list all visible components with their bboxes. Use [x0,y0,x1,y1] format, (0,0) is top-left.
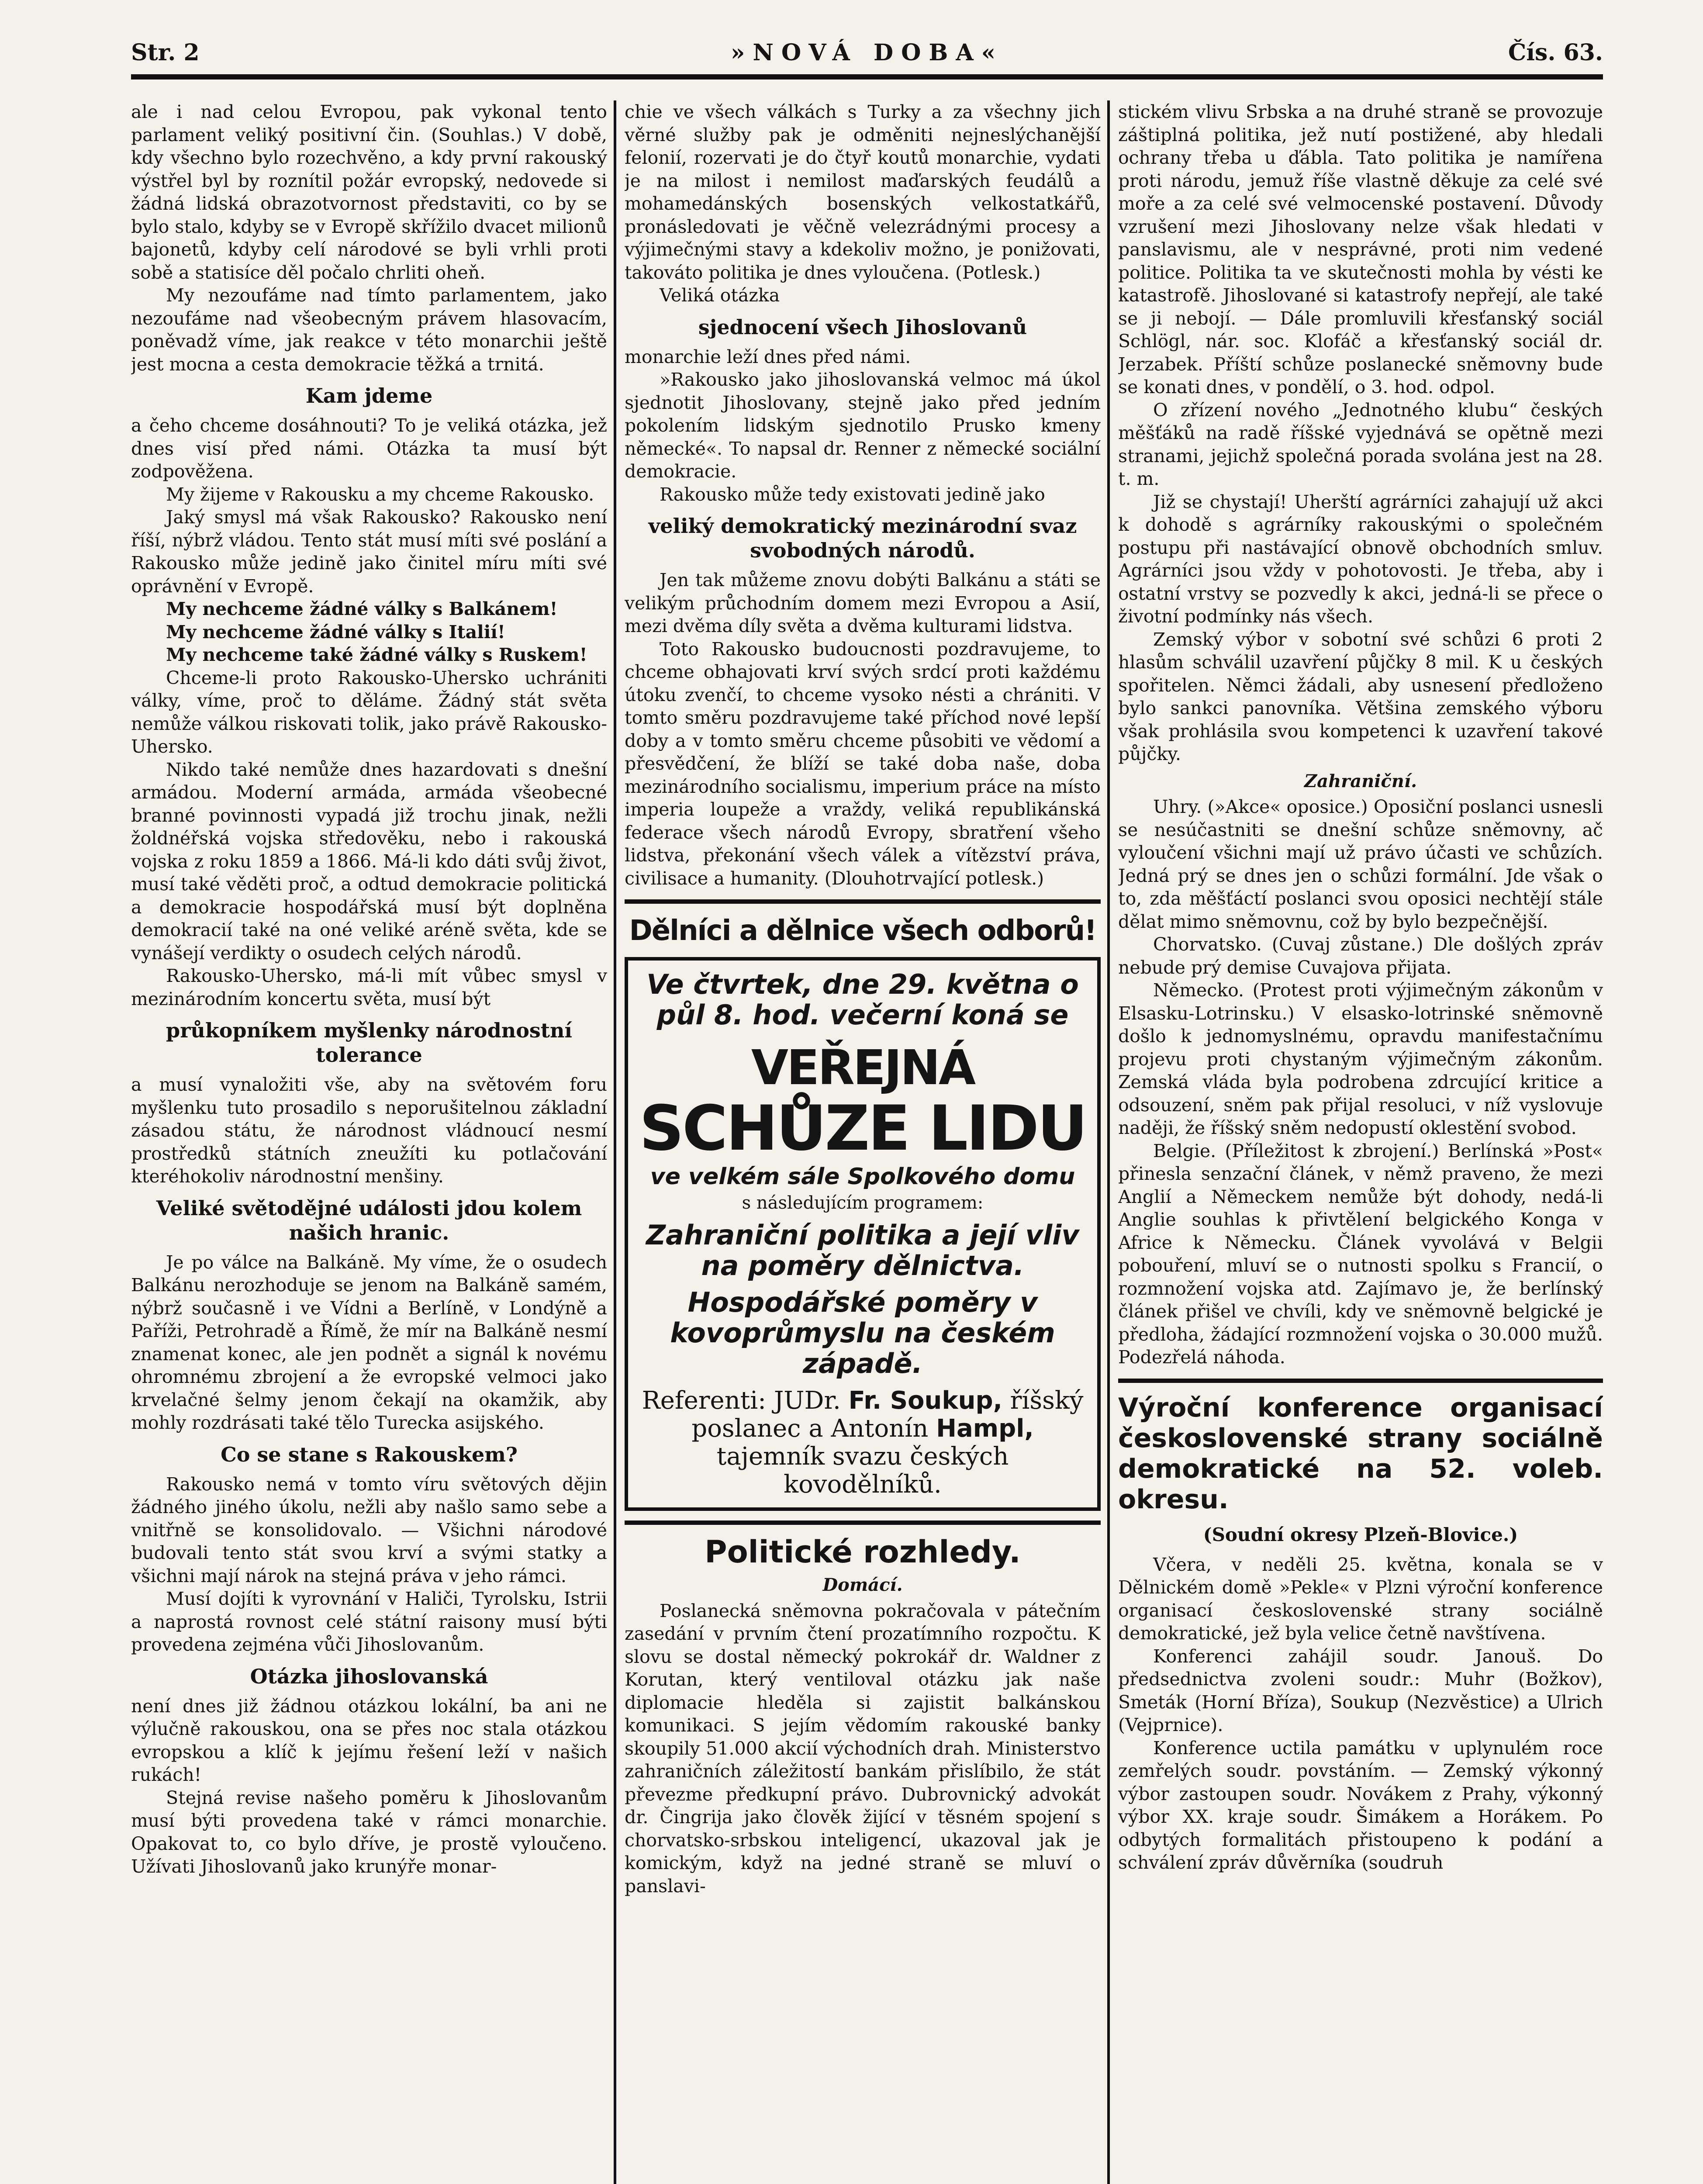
issue-number: Čís. 63. [1508,39,1603,66]
paragraph: monarchie leží dnes před námi. [625,346,911,367]
subheading-sjednoceni: sjednocení všech Jihoslovanů [698,315,1027,339]
paragraph: Konference uctila památku v uplynulém roce zemřelých soudr. povstáním. — Zemský výkonný výbor zastoupen soudr. Novákem z Prahy, výkonný výbor XX. kraje soudr. Šimákem a Horákem. Po odbytých formalitách přistoupeno k podání a schválení zpráv důvěrníka (soudruh [1118,1737,1603,1873]
subheading-co-se-stane: Co se stane s Rakouskem? [221,1442,518,1466]
paragraph: chie ve všech válkách s Turky a za všechny jich věrné služby pak je odměniti nejneslýchanější felonií, rozervati je do čtyř koutů monarchie, vydati je na milost i nemilost maďarských feudálů a mohamedánských bosenských velkostatkářů, pronásledovati je věčně velezrádnými procesy a výjimečnými stavy a kdekoliv možno, je ponižovati, takováto politika je dnes vyloučena. (Potlesk.) [625,101,1101,283]
paragraph: My nezoufáme nad tímto parlamentem, jako nezoufáme nad všeobecným právem hlasovacím, poněvadž víme, jak reakce v této monarchii ještě jest mocna a cesta demokracie těžká a trnitá. [131,285,607,375]
section-rule [625,1521,1101,1525]
paragraph: Chceme-li proto Rakousko-Uhersko uchrániti války, víme, proč to děláme. Žádný stát světa nemůže válkou riskovati tolik, jako právě Rakousko-Uhersko. [131,667,607,757]
paragraph: Poslanecká sněmovna pokračovala v pátečním zasedání v prvním čtení prozatímního rozpočtu. K slovu se dostal německý pokrokář dr. Waldner z Korutan, který ventiloval otázku jak naše diplomacie hleděla si zajistit balkánskou komunikaci. S jejím vědomím rakouské banky skoupily 51.000 akcií východních drah. Ministerstvo zahraničních záležitostí bankám přislíbilo, že stát převezme předkupní právo. Dubrovnický advokát dr. Čingrija jako člověk žijící v těsném spojení s chorvatsko-srbskou inteligencí, ukazoval jak je komickým, když na jedné straně se mluví o panslavi- [625,1600,1101,1897]
paragraph: a čeho chceme dosáhnouti? To je veliká otázka, jež dnes visí před námi. Otázka ta musí být zodpověžena. [131,415,607,482]
paragraph: »Rakousko jako jihoslovanská velmoc má úkol sjednotit Jihoslovany, stejně jako před jedním pokolením lidským sjednotilo Prusko kmeny německé«. To napsal dr. Renner z německé sociální demokracie. [625,369,1101,482]
header-rule [131,74,1603,79]
newspaper-title: »NOVÁ DOBA« [730,39,1004,66]
subheading-velike-udalosti: Veliké světodějné události jdou kolem našich hranic. [156,1196,582,1244]
speakers-end: tajemník svazu českých kovodělníků. [716,1442,1009,1499]
advert-topic-2: Hospodářské poměry v kovoprůmyslu na českém západě. [670,1286,1055,1379]
subsection-domaci: Domácí. [822,1575,903,1595]
advert-program-label: s následujícím programem: [742,1193,984,1213]
paragraph: Již se chystají! Uherští agrárníci zahajují už akci k dohodě s agrárníky rakouskými o společném postupu při nastávající obnově obchodních smluv. Agrárníci jsou vždy v pohotovosti. Je třeba, aby i ostatní vrstvy se pozvedly k akci, jedná-li se přece o životní podmínky nás všech. [1118,491,1603,627]
paragraph: Rakousko nemá v tomto víru světových dějin žádného jiného úkolu, nežli aby našlo samo sebe a vnitřně se konsolidovalo. — Všichni národové budovali tento stát svou krví a svými statky a všichni mají nárok na stejná práva v jeho rámci. [131,1473,607,1586]
speakers-intro: Referenti: JUDr. [642,1386,841,1415]
advert-speakers [635,1387,1090,1499]
paragraph: Belgie. (Příležitost k zbrojení.) Berlínská »Post« přinesla senzační článek, v němž praveno, že mezi Anglií a Německem nemůže být dohody, nedá-li Anglie souhlas k přivtělení belgického Konga v Africe k Německu. Článek vyvolává v Belgii pobouření, mluví se o nutnosti spolku s Francií, o rozmnožení vojska atd. Zajímavo je, že berlínský článek přišel ve chvíli, kdy ve sněmovně belgické je předloha, žádající rozmnožení vojska o 30.000 mužů. Podezřelá náhoda. [1118,1140,1603,1368]
page-number: Str. 2 [131,39,200,66]
paragraph: Rakousko-Uhersko, má-li mít vůbec smysl v mezinárodním koncertu světa, musí být [131,965,607,1009]
conference-heading: Výroční konference organisací československé strany sociálně demokratické na 52. voleb. okresu. [1118,1392,1603,1515]
paragraph: Toto Rakousko budoucnosti pozdravujeme, to chceme obhajovati krví svých srdcí proti každému útoku zvenčí, to chceme vysoko nésti a chrániti. V tomto směru pozdravujeme také příchod nové lepší doby a v tomto směru chceme působiti ve vědomí a přesvědčení, že blíží se také doba naše, doba mezinárodního socialismu, imperium práce na místo imperia loupeže a vraždy, veliká republikánská federace všech národů Evropy, sbratření všeho lidstva, překonání všech válek a vítězství práva, civilisace a humanity. (Dlouhotrvající potlesk.) [625,638,1101,889]
subheading-kam-jdeme: Kam jdeme [305,384,433,408]
paragraph: a musí vynaložiti vše, aby na světovém foru myšlenku tuto prosadilo s neporušitelnou základní zásadou státu, že národnost vládnoucí nesmí prostředků státních zneužíti ku potlačování kteréhokoliv národnostní menšiny. [131,1074,607,1187]
speaker-soukup: Fr. Soukup, [848,1386,1002,1415]
paragraph: O zřízení nového „Jednotného klubu“ českých měšťáků na radě říšské vyjednává se opětně mezi stranami, jejichž společná porada svolána jest na 28. t. m. [1118,399,1603,489]
subsection-zahranicni: Zahraniční. [1304,771,1417,791]
section-heading-politicke-rozhledy: Politické rozhledy. [705,1534,1021,1570]
speakers-mid: říšský poslanec a Antonín [691,1386,1084,1443]
paragraph: Veliká otázka [660,285,780,306]
subheading-otazka-jihoslovanska: Otázka jihoslovanská [250,1664,488,1688]
paragraph: Nikdo také nemůže dnes hazardovati s dnešní armádou. Moderní armáda, armáda všeobecné branné povinnosti vypadá již trochu jinak, nežli žoldnéřská vojska středověku, nebo i rakouská vojska z roku 1859 a 1866. Má-li kdo dáti svůj život, musí také věděti proč, a odtud demokracie politická a demokracie hospodářská musí být doplněna demokracií také na oné veliké aréně světa, kde se vynášejí verdikty o osudech celých národů. [131,759,607,964]
paragraph: Chorvatsko. (Cuvaj zůstane.) Dle došlých zpráv nebude prý demise Cuvajova přijata. [1118,934,1603,978]
advert-word-schuze: SCHŮZE LIDU [639,1092,1086,1165]
conference-subheading: (Soudní okresy Plzeň-Blovice.) [1203,1524,1518,1545]
paragraph: Je po válce na Balkáně. My víme, že o osudech Balkánu nerozhoduje se jenom na Balkáně samém, nýbrž současně i ve Vídni a Berlíně, v Londýně a Paříži, Petrohradě a Římě, že mír na Balkáně nesmí znamenat konec, ale jen podnět a signál k novému ohromnému zbrojení a že evropské velmoci jako krvelačné šelmy jenom čekají na okamžik, aby mohly rozdrásati také tělo Turecka asijského. [131,1251,607,1433]
paragraph: Jen tak můžeme znovu dobýti Balkánu a státi se velikým průchodním domem mezi Evropou a Asií, mezi dvěma díly světa a dvěma kulturami lidstva. [625,570,1101,636]
section-rule [1118,1379,1603,1383]
paragraph: Konferenci zahájil soudr. Janouš. Do předsednictva zvoleni soudr.: Muhr (Božkov), Smeták (Horní Bříza), Soukup (Nezvěstice) a Ulrich (Vejprnice). [1118,1645,1603,1735]
paragraph: My žijeme v Rakousku a my chceme Rakousko. [166,484,594,505]
column-divider-1 [614,100,616,2184]
advert-date: Ve čtvrtek, dne 29. května o půl 8. hod. večerní koná se [646,968,1079,1031]
column-2 [625,100,1101,2184]
subheading-prukopnikem: průkopníkem myšlenky národnostní tolerance [166,1019,572,1067]
page-header [131,35,1603,70]
paragraph: Včera, v neděli 25. května, konala se v Dělnickém domě »Pekle« v Plzni výroční konference organisací československé strany sociálně demokratické, jež byla velice četně navštívena. [1118,1554,1603,1644]
meeting-advert [625,957,1101,1511]
paragraph: My nechceme žádné války s Balkánem! [166,598,558,619]
paragraph: Stejná revise našeho poměru k Jihoslovanům musí býti provedena také v rámci monarchie. Opakovat to, co bylo dříve, je prostě vyloučeno. Užívati Jihoslovanů jako krunýře monar- [131,1787,607,1877]
advert-topic-1: Zahraniční politika a její vliv na poměry dělnictva. [646,1219,1079,1282]
paragraph: My nechceme žádné války s Italií! [166,621,505,643]
speaker-hampl: Hampl, [936,1414,1034,1443]
advert-word-verejna: VEŘEJNÁ [751,1040,974,1095]
subheading-svaz: veliký demokratický mezinárodní svaz svobodných národů. [648,514,1077,562]
section-rule [625,899,1101,904]
paragraph: Uhry. (»Akce« oposice.) Oposiční poslanci usnesli se nesúčastniti se dnešní schůze sněmovny, ač vyloučení všichni mají už právo účasti ve schůzích. Jedná prý se dnes jen o schůzi formální. Jde však o to, zda měšťáctí poslanci svou oposici nechtějí stále dělat mimo sněmovnu, což by bylo bezpečnější. [1118,796,1603,932]
paragraph: Německo. (Protest proti výjimečným zákonům v Elsasku-Lotrinsku.) V elsasko-lotrinské sněmovně došlo k jednomyslnému, opravdu manifestačnímu projevu proti chystaným výjimečným zákonům. Zemská vláda byla podrobena zdrcující kritice a odsouzení, sněm pak přijal resoluci, v níž vyslovuje naději, že říšský sněm nedopustí oklestění svobod. [1118,980,1603,1138]
paragraph: Jaký smysl má však Rakousko? Rakousko není říší, nýbrž vládou. Tento stát musí míti své poslání a Rakousko může jedině jako činitel míru míti své oprávnění v Evropě. [131,507,607,597]
paragraph: stickém vlivu Srbska a na druhé straně se provozuje záštiplná politika, jež nutí postižené, aby hledali ochrany třeba u ďábla. Tato politika je namířena proti národu, jemuž říše vlastně děkuje za celé své moře a za celé své velmocenské postavení. Důvody vzrušení mezi Jihoslovany nelze však hledati v panslavismu, ale v nesprávné, proti nim vedené politice. Politika ta ve skutečnosti mohla by vésti ke katastrofě. Jihoslované si katastrofy nepřejí, ale také se ji nebojí. — Dále promluvili křesťanský sociál Schlögl, nár. soc. Klofáč a křesťanský sociál dr. Jerzabek. Příští schůze poslanecké sněmovny bude se konati dnes, v pondělí, o 3. hod. odpol. [1118,101,1603,397]
column-3 [1118,100,1603,2184]
advert-banner: Dělníci a dělnice všech odborů! [629,915,1096,947]
advert-venue: ve velkém sále Spolkového domu [650,1164,1075,1190]
paragraph: Musí dojíti k vyrovnání v Haliči, Tyrolsku, Istrii a naprostá rovnost celé státní raisony musí býti provedena zejména vůči Jihoslovanům. [131,1588,607,1655]
paragraph: Rakousko může tedy existovati jedině jako [660,484,1045,505]
paragraph: Zemský výbor v sobotní své schůzi 6 proti 2 hlasům schválil uzavření půjčky 8 mil. K u českých spořitelen. Němci žádali, aby usnesení předloženo bylo sankci panovníka. Většina zemského výboru však prohlásila svou kompetenci k uzavření takové půjčky. [1118,629,1603,764]
column-divider-2 [1107,100,1110,2184]
paragraph: My nechceme také žádné války s Ruskem! [166,644,587,665]
column-1 [131,100,607,2184]
paragraph: ale i nad celou Evropou, pak vykonal tento parlament veliký positivní čin. (Souhlas.) V době, kdy všechno bylo rozechvěno, a kdy první rakouský výstřel byl by roznítil požár evropský, nedovede si žádná lidská obrazotvornost představiti, co by se bylo stalo, kdyby se v Evropě skřížilo dvacet milionů bajonetů, kdyby celí národové se byli vrhli proti sobě a statisíce děl počalo chrliti oheň. [131,101,607,283]
paragraph: není dnes již žádnou otázkou lokální, ba ani ne výlučně rakouskou, ona se přes noc stala otázkou evropskou a klíč k jejímu řešení leží v našich rukách! [131,1695,607,1785]
